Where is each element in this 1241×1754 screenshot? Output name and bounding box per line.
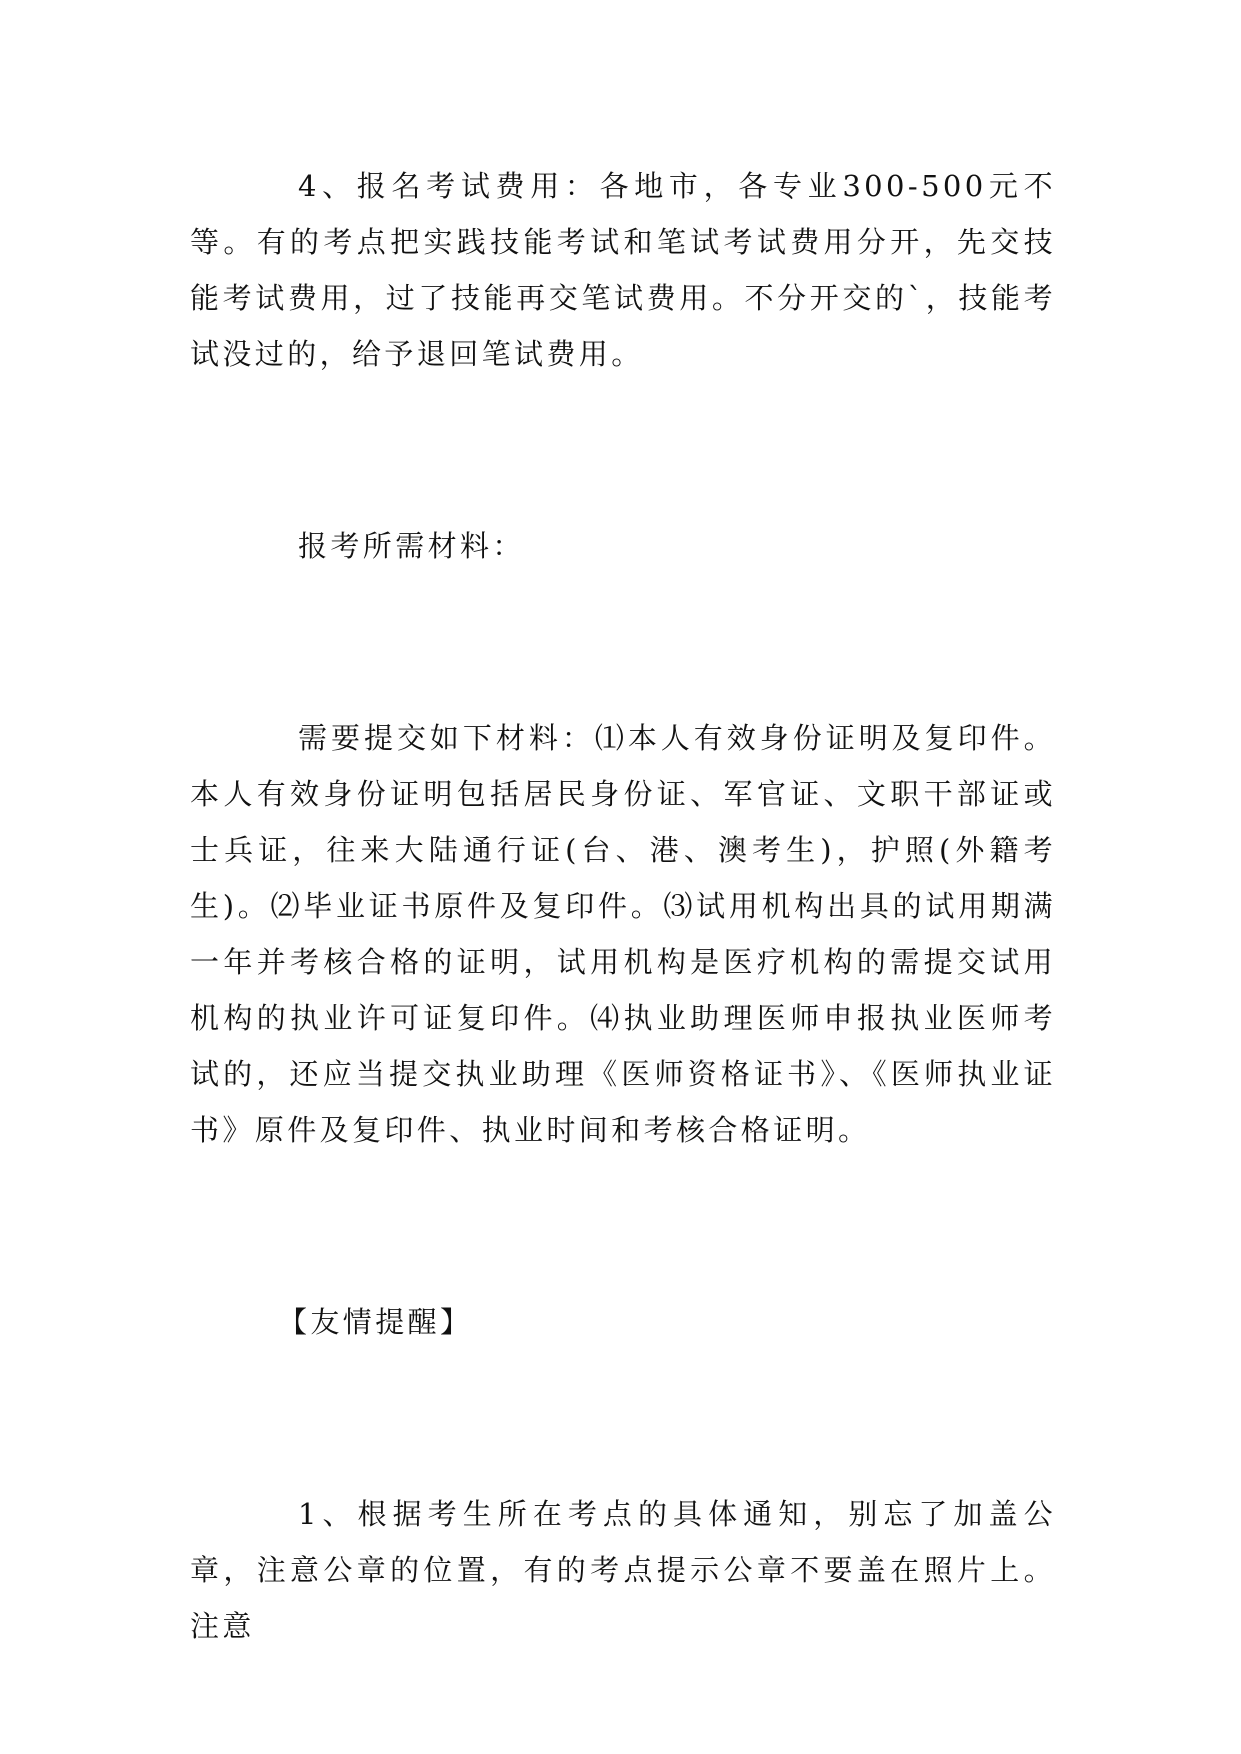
heading-required-materials: 报考所需材料： xyxy=(298,529,525,563)
paragraph-exam-fees: 4、报名考试费用：各地市，各专业300-500元不等。有的考点把实践技能考试和笔试考试费用分开，先交技能考试费用，过了技能再交笔试费用。不分开交的`，技能考试没过的，给予退回笔试费用。 xyxy=(190,169,1056,371)
heading-friendly-reminder: 【友情提醒】 xyxy=(278,1305,473,1339)
paragraph-reminder-seal: 1、根据考生所在考点的具体通知，别忘了加盖公章，注意公章的位置，有的考点提示公章不要盖在照片上。注意 xyxy=(190,1497,1056,1643)
document-body xyxy=(190,158,1056,1654)
paragraph-materials-list: 需要提交如下材料：⑴本人有效身份证明及复印件。本人有效身份证明包括居民身份证、军官证、文职干部证或士兵证，往来大陆通行证(台、港、澳考生)，护照(外籍考生)。⑵毕业证书原件及复印件。⑶试用机构出具的试用期满一年并考核合格的证明，试用机构是医疗机构的需提交试用机构的执业许可证复印件。⑷执业助理医师申报执业医师考试的，还应当提交执业助理《医师资格证书》、《医师执业证书》原件及复印件、执业时间和考核合格证明。 xyxy=(190,721,1056,1147)
